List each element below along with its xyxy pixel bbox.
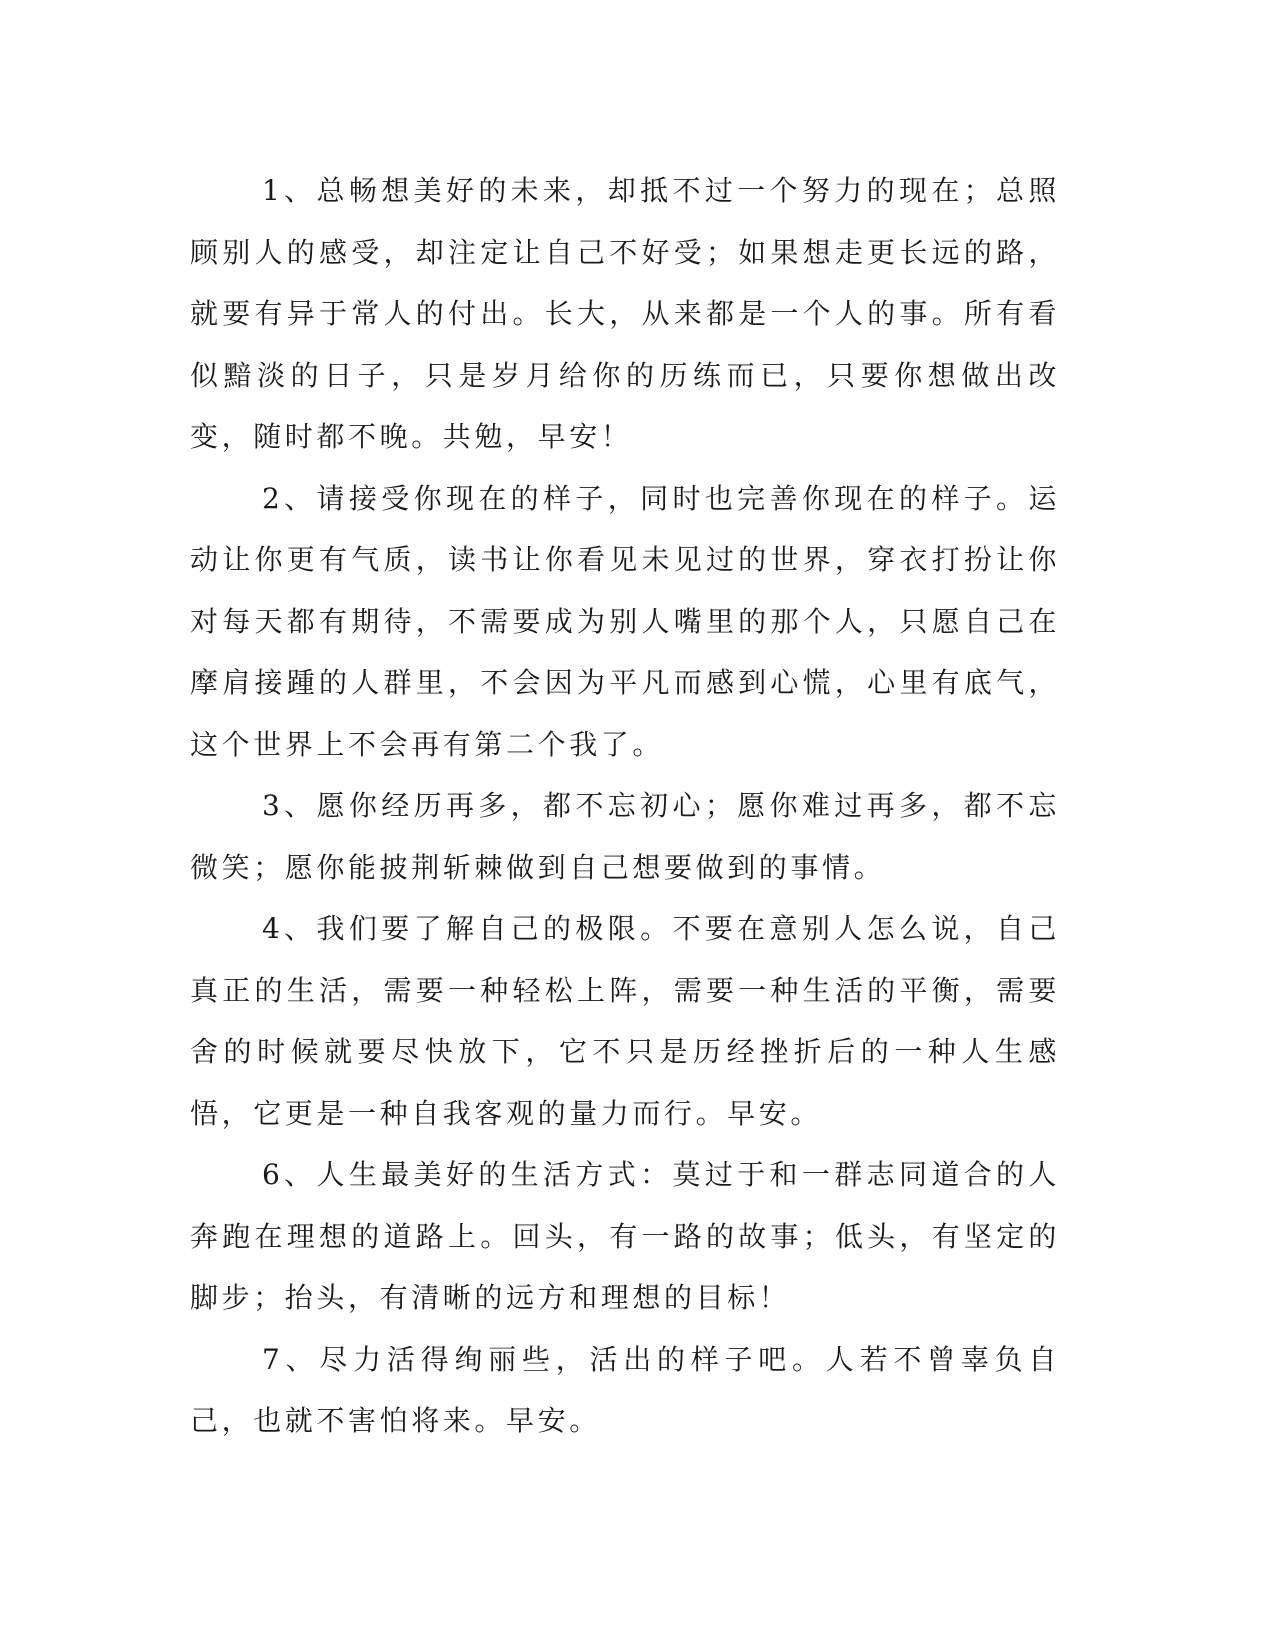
document-body	[190, 160, 1060, 1452]
paragraph-3: 3、愿你经历再多，都不忘初心；愿你难过再多，都不忘微笑；愿你能披荆斩棘做到自己想要做到的事情。	[190, 789, 1060, 884]
paragraph-1: 1、总畅想美好的未来，却抵不过一个努力的现在；总照顾别人的感受，却注定让自己不好受；如果想走更长远的路，就要有异于常人的付出。长大，从来都是一个人的事。所有看似黯淡的日子，只是岁月给你的历练而已，只要你想做出改变，随时都不晚。共勉，早安！	[190, 174, 1060, 453]
paragraph-2: 2、请接受你现在的样子，同时也完善你现在的样子。运动让你更有气质，读书让你看见未见过的世界，穿衣打扮让你对每天都有期待，不需要成为别人嘴里的那个人，只愿自己在摩肩接踵的人群里，不会因为平凡而感到心慌，心里有底气，这个世界上不会再有第二个我了。	[190, 481, 1060, 761]
paragraph-6: 6、人生最美好的生活方式：莫过于和一群志同道合的人奔跑在理想的道路上。回头，有一路的故事；低头，有坚定的脚步；抬头，有清晰的远方和理想的目标！	[190, 1158, 1060, 1314]
paragraph-7: 7、尽力活得绚丽些，活出的样子吧。人若不曾辜负自己，也就不害怕将来。早安。	[190, 1342, 1060, 1437]
paragraph-4: 4、我们要了解自己的极限。不要在意别人怎么说，自己真正的生活，需要一种轻松上阵，需要一种生活的平衡，需要舍的时候就要尽快放下，它不只是历经挫折后的一种人生感悟，它更是一种自我客观的量力而行。早安。	[190, 912, 1060, 1130]
